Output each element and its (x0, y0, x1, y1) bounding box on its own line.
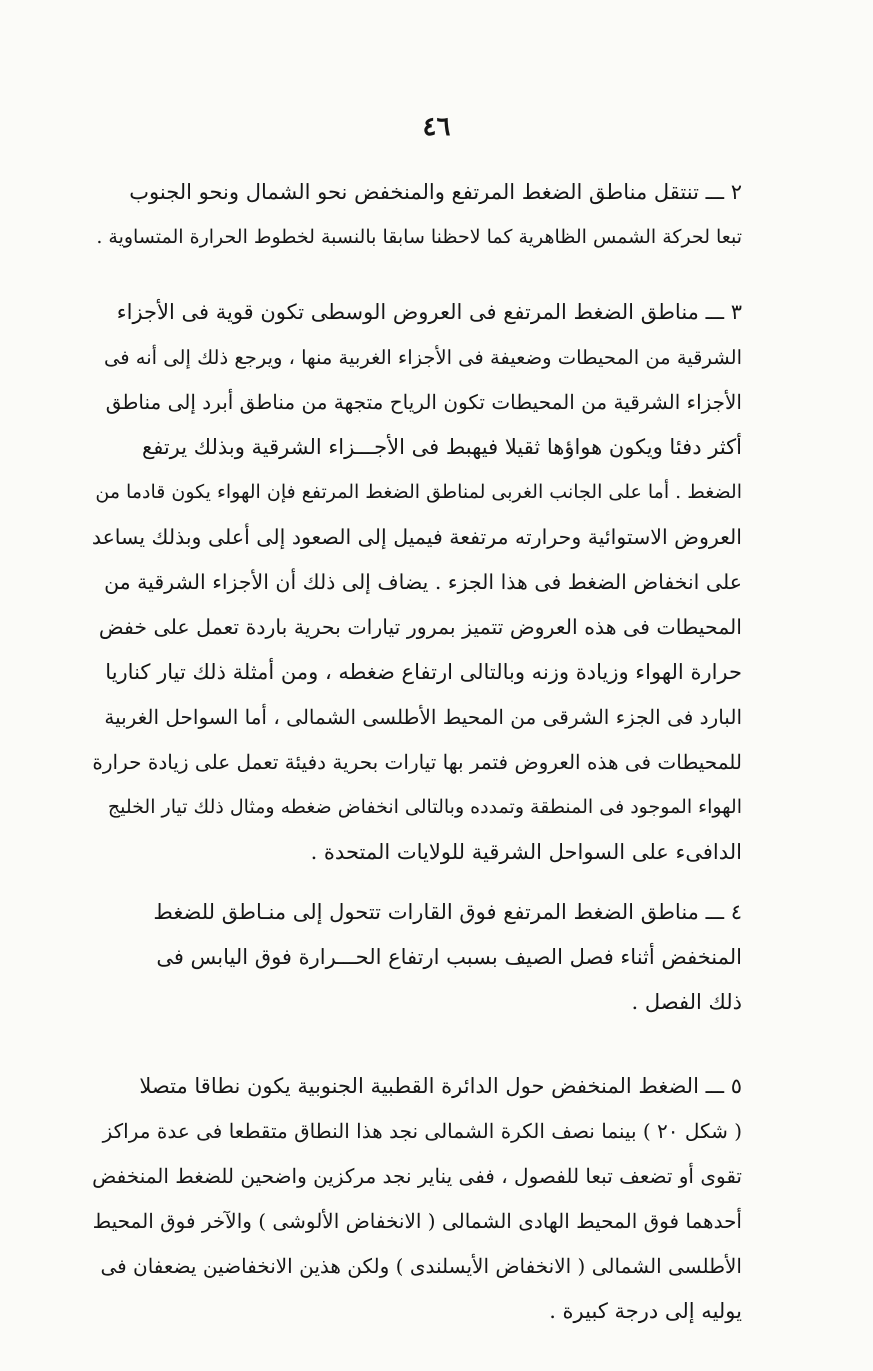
text-line: الأجزاء الشرقية من المحيطات تكون الرياح متجهة من مناطق أبرد إلى مناطق (105, 390, 742, 414)
text-line: يوليه إلى درجة كبيرة . (549, 1299, 742, 1323)
text-line: ٣ ـــ مناطق الضغط المرتفع فى العروض الوسطى تكون قوية فى الأجزاء (116, 300, 742, 324)
paragraph-5 (92, 1064, 742, 1334)
text-line: المنخفض أثناء فصل الصيف بسبب ارتفاع الحـــرارة فوق اليابس فى (156, 945, 742, 969)
text-line: ٥ ـــ الضغط المنخفض حول الدائرة القطبية الجنوبية يكون نطاقا متصلا (139, 1074, 742, 1098)
text-line: الضغط . أما على الجانب الغربى لمناطق الضغط المرتفع فإن الهواء يكون قادما من (95, 481, 742, 503)
paragraph-3 (92, 290, 742, 875)
text-line: العروض الاستوائية وحرارته مرتفعة فيميل إلى الصعود إلى أعلى وبذلك يساعد (92, 525, 742, 549)
text-line: على انخفاض الضغط فى هذا الجزء . يضاف إلى ذلك أن الأجزاء الشرقية من (104, 570, 742, 594)
paragraph-4 (92, 890, 742, 1025)
text-line: تقوى أو تضعف تبعا للفصول ، ففى يناير نجد مركزين واضحين للضغط المنخفض (92, 1164, 742, 1188)
text-line: الشرقية من المحيطات وضعيفة فى الأجزاء الغربية منها ، ويرجع ذلك إلى أنه فى (104, 346, 742, 369)
text-line: للمحيطات فى هذه العروض فتمر بها تيارات بحرية دفيئة تعمل على زيادة حرارة (92, 750, 742, 774)
text-line: ذلك الفصل . (631, 990, 742, 1014)
text-line: تبعا لحركة الشمس الظاهرية كما لاحظنا سابقا بالنسبة لخطوط الحرارة المتساوية . (96, 226, 742, 248)
text-line: الدافىء على السواحل الشرقية للولايات المتحدة . (310, 840, 742, 864)
text-line: البارد فى الجزء الشرقى من المحيط الأطلسى الشمالى ، أما السواحل الغربية (104, 705, 742, 729)
text-line: الهواء الموجود فى المنطقة وتمدده وبالتالى انخفاض ضغطه ومثال ذلك تيار الخليج (107, 796, 742, 818)
text-line: أكثر دفئا ويكون هواؤها ثقيلا فيهبط فى الأجـــزاء الشرقية وبذلك يرتفع (142, 435, 742, 459)
paragraph-2 (92, 170, 742, 260)
text-line: حرارة الهواء وزيادة وزنه وبالتالى ارتفاع ضغطه ، ومن أمثلة ذلك تيار كناريا (105, 660, 742, 684)
text-line: المحيطات فى هذه العروض تتميز بمرور تيارات بحرية باردة تعمل على خفض (98, 615, 742, 639)
text-line: ( شكل ٢٠ ) بينما نصف الكرة الشمالى نجد هذا النطاق متقطعا فى عدة مراكز (102, 1119, 742, 1143)
text-line: الأطلسى الشمالى ( الانخفاض الأيسلندى ) ولكن هذين الانخفاضين يضعفان فى (100, 1254, 742, 1278)
page-number: ٤٦ (422, 112, 451, 142)
text-line: أحدهما فوق المحيط الهادى الشمالى ( الانخفاض الألوشى ) والآخر فوق المحيط (92, 1209, 742, 1233)
text-line: ٤ ـــ مناطق الضغط المرتفع فوق القارات تتحول إلى منـاطق للضغط (153, 900, 742, 924)
text-line: ٢ ـــ تنتقل مناطق الضغط المرتفع والمنخفض نحو الشمال ونحو الجنوب (129, 180, 742, 204)
